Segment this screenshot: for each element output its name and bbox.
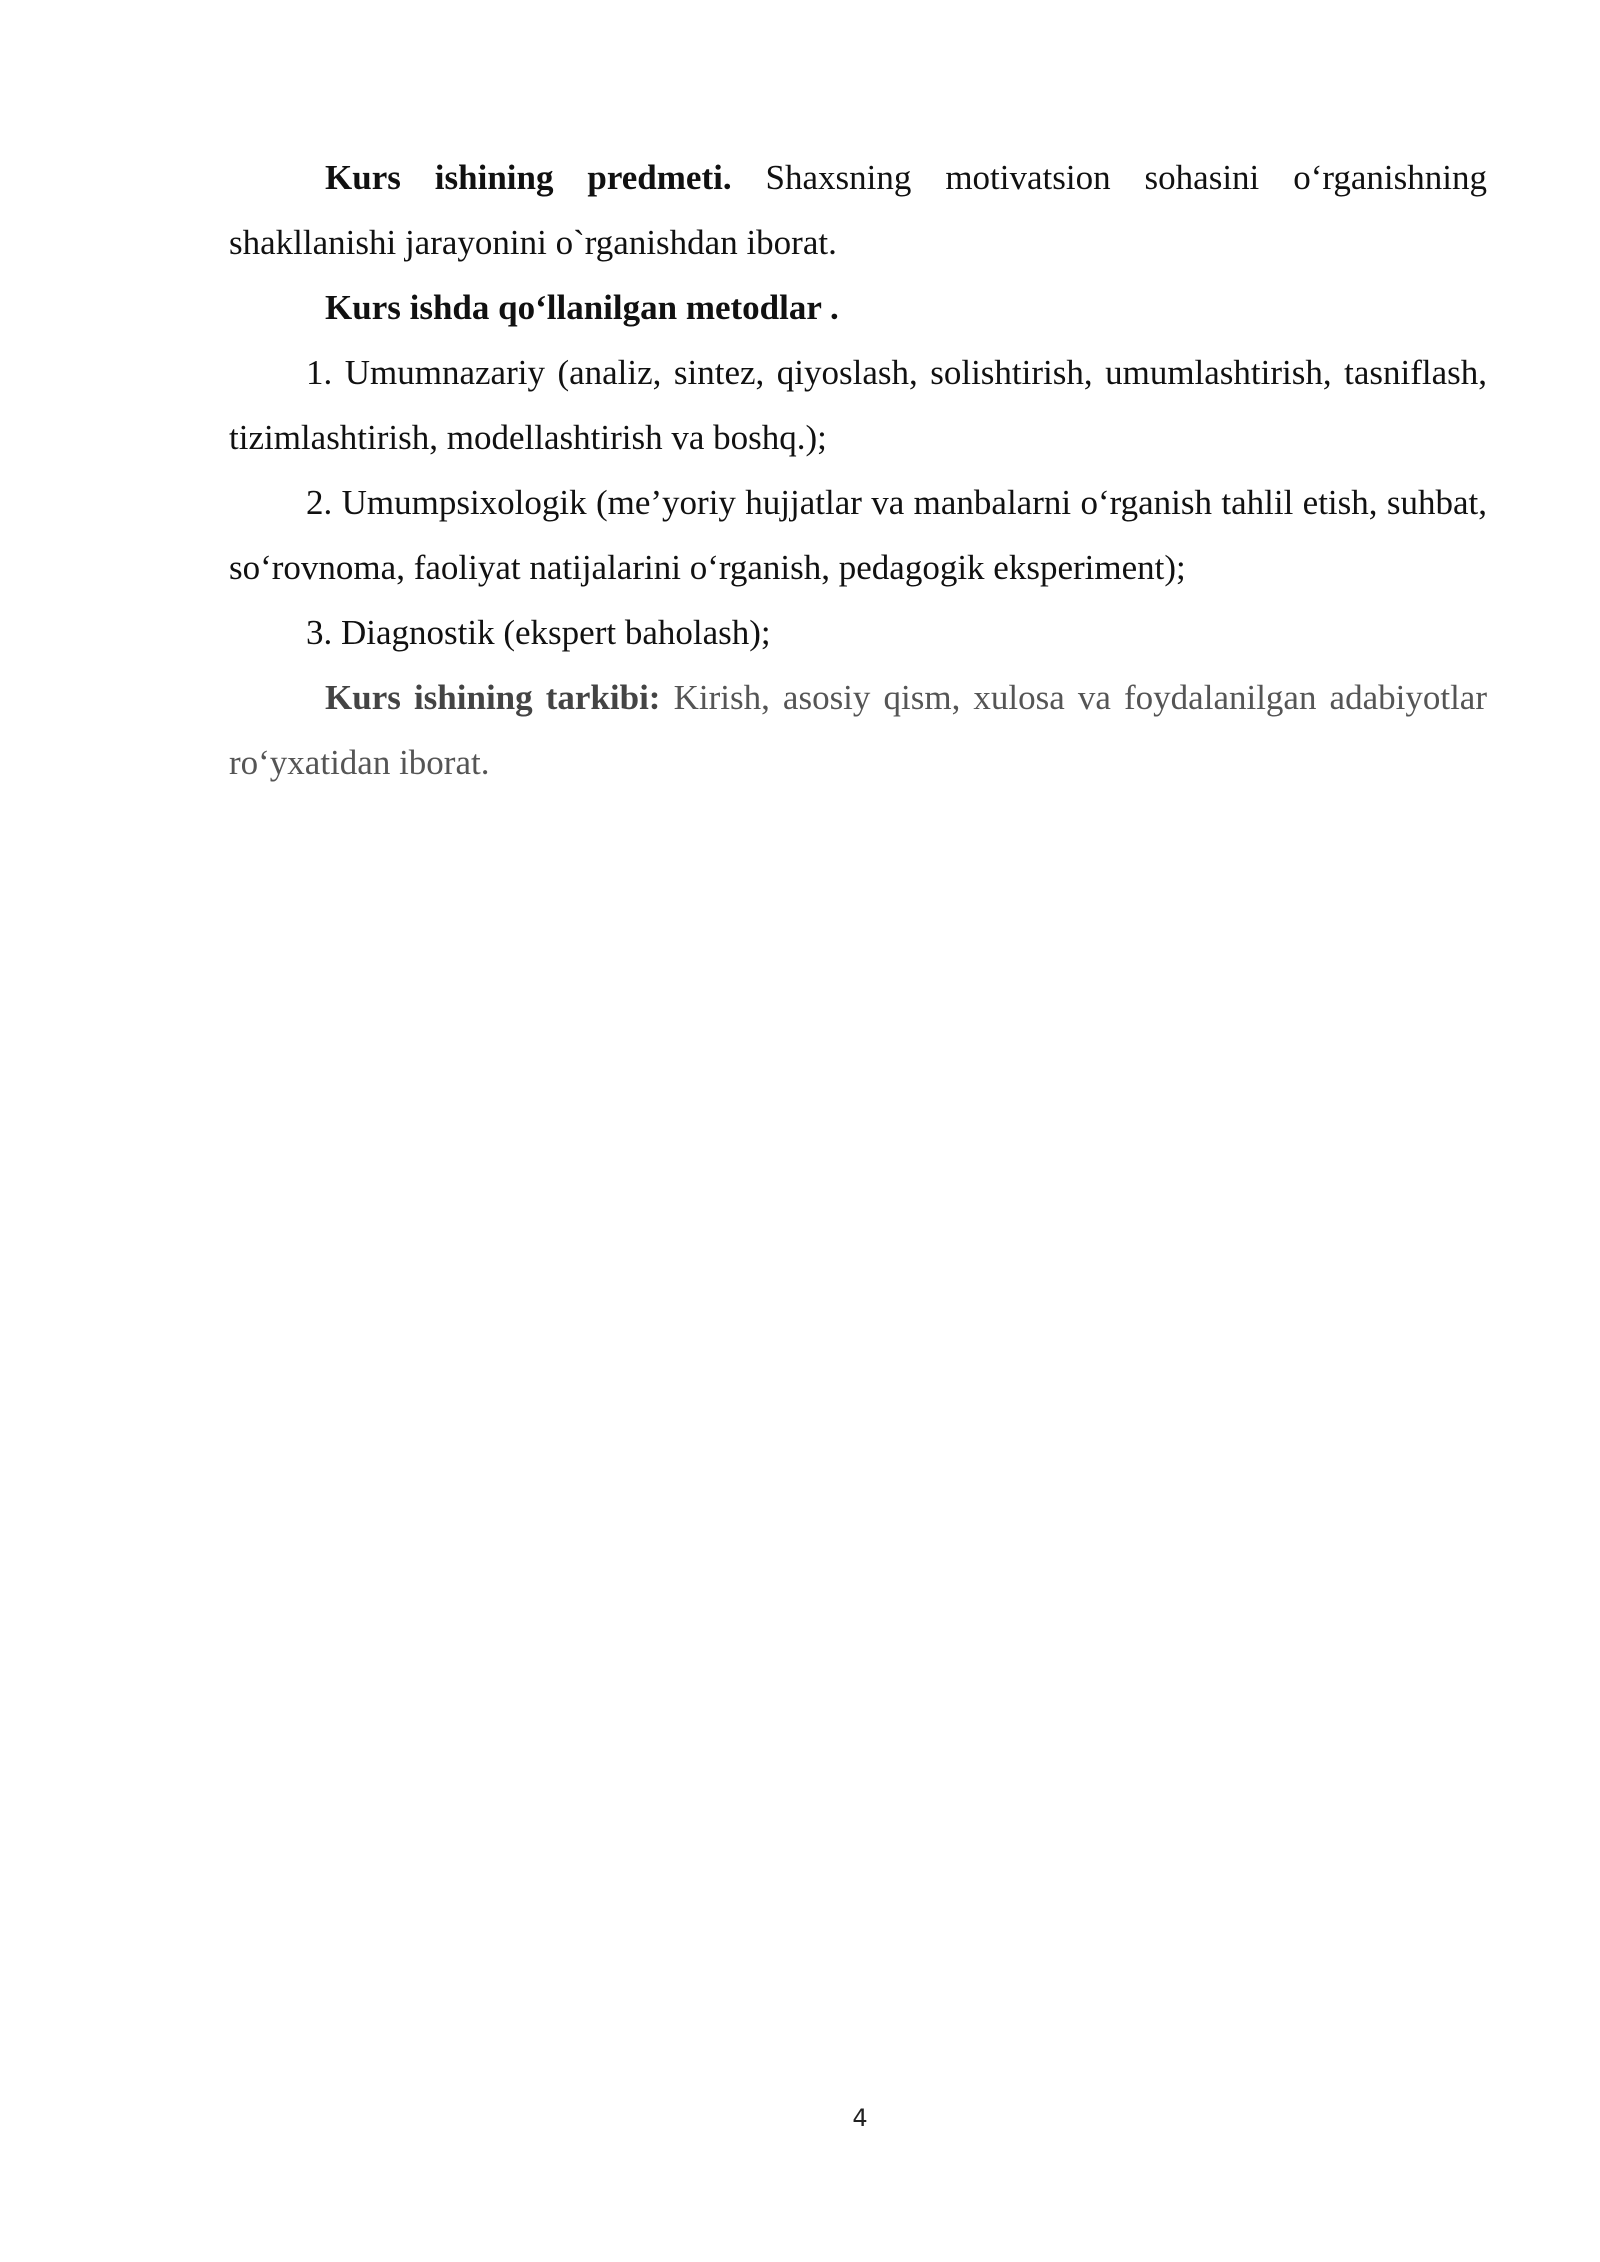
method-item-2: [229, 470, 1487, 600]
page-content: [229, 145, 1487, 795]
subject-text: Shaxsning motivatsion sohasini o‘rganishning shakllanishi jarayonini o`rganishdan iborat.: [229, 158, 1487, 262]
subject-paragraph: [229, 145, 1487, 275]
methods-heading: Kurs ishda qo‘llanilgan metodlar .: [325, 288, 839, 327]
method-item-text: Diagnostik (ekspert baholash);: [341, 613, 771, 652]
methods-heading-paragraph: [229, 275, 1487, 340]
method-item-text: Umumnazariy (analiz, sintez, qiyoslash, solishtirish, umumlashtirish, tasniflash, tizimlashtirish, modellashtirish va boshq.);: [229, 353, 1487, 457]
page-number: 4: [852, 2104, 868, 2132]
structure-paragraph: [229, 665, 1487, 795]
subject-heading: Kurs ishining predmeti.: [325, 158, 732, 197]
method-item-number: 2.: [306, 483, 333, 522]
structure-heading: Kurs ishining tarkibi:: [325, 678, 661, 717]
method-item-number: 1.: [306, 353, 333, 392]
structure-text: Kirish, asosiy qism, xulosa va foydalanilgan adabiyotlar ro‘yxatidan iborat.: [229, 678, 1487, 782]
method-item-1: [229, 340, 1487, 470]
method-item-3: [229, 600, 1487, 665]
method-item-number: 3.: [306, 613, 333, 652]
method-item-text: Umumpsixologik (me’yoriy hujjatlar va manbalarni o‘rganish tahlil etish, suhbat, so‘rovnoma, faoliyat natijalarini o‘rganish, pedagogik eksperiment);: [229, 483, 1487, 587]
